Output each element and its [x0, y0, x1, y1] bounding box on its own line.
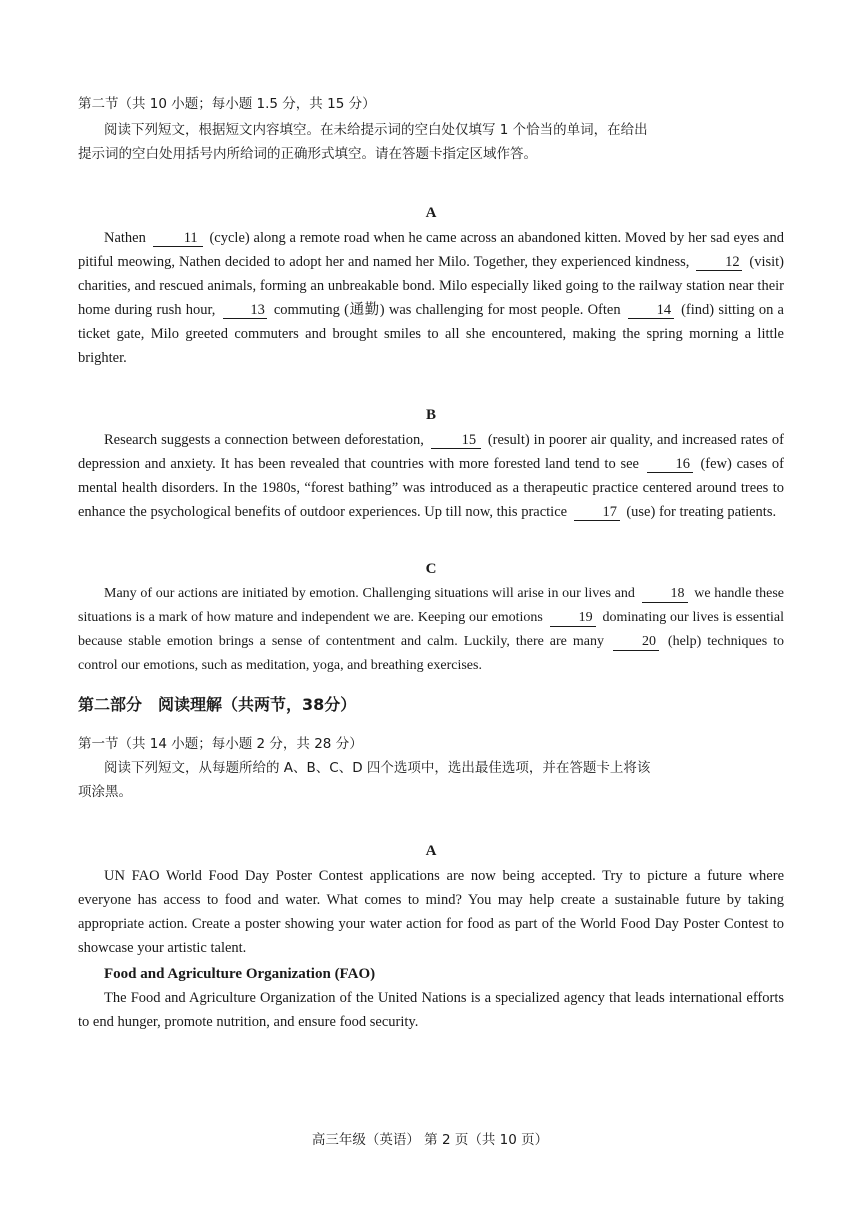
passage-b-text: Research suggests a connection between deforestation, 15 (result) in poorer air quality, and increased rates of depression and anxiety. It has been revealed that countries with more forested land tend to see 16 (few) cases of mental health disorders. In the 1980s, “forest bathing” was introduced as a therapeutic practice centered around trees to enhance the psychological benefits of outdoor experiences. Up till now, this practice 17 (use) for treating patients. — [78, 432, 785, 520]
blank-14: 14 — [628, 302, 674, 319]
section2-instruction-line2: 提示词的空白处用括号内所给词的正确形式填空。请在答题卡指定区域作答。 — [78, 146, 537, 162]
reading-a-intro: UN FAO World Food Day Poster Contest applications are now being accepted. Try to picture a future where everyone has access to food and water. What comes to mind? You may help create a sustainable future by taking appropriate action. Create a poster showing your water action for food as part of the World Food Day Poster Contest to showcase your artistic talent. — [78, 868, 784, 956]
blank-12: 12 — [696, 254, 742, 271]
part2-instruction-line2: 项涂黑。 — [78, 784, 132, 800]
blank-13: 13 — [223, 302, 267, 319]
reading-a-letter: A — [425, 843, 437, 859]
passage-c-letter: C — [425, 561, 437, 577]
fao-subheading: Food and Agriculture Organization (FAO) — [104, 966, 376, 982]
blank-18: 18 — [642, 586, 688, 603]
fao-text: The Food and Agriculture Organization of the United Nations is a specialized agency that leads international efforts to end hunger, promote nutrition, and ensure food security. — [78, 990, 784, 1030]
passage-a-text: Nathen 11 (cycle) along a remote road when he came across an abandoned kitten. Moved by her sad eyes and pitiful meowing, Nathen decided to adopt her and named her Milo. Together, they experienced kindness, 12 (visit) charities, and rescued animals, forming an unbreakable bond. Milo especially liked going to the railway station near their home during rush hour, 13 commuting (通勤) was challenging for most people. Often 14 (find) sitting on a ticket gate, Milo greeted commuters and brought smiles to all she encountered, making the spring morning a little brighter. — [78, 230, 785, 366]
blank-16: 16 — [647, 456, 693, 473]
blank-11: 11 — [153, 230, 203, 247]
part2-title: 第二部分 阅读理解（共两节，38分） — [78, 695, 357, 714]
section2-heading: 第二节（共 10 小题；每小题 1.5 分，共 15 分） — [78, 96, 376, 112]
blank-20: 20 — [613, 634, 659, 651]
part2-section1-heading: 第一节（共 14 小题；每小题 2 分，共 28 分） — [78, 736, 363, 752]
page-footer: 高三年级（英语） 第 2 页（共 10 页） — [311, 1132, 549, 1148]
passage-b-letter: B — [425, 407, 436, 423]
section2-instruction-line1: 阅读下列短文，根据短文内容填空。在未给提示词的空白处仅填写 1 个恰当的单词，在给出 — [104, 122, 648, 138]
page-content — [78, 92, 784, 1034]
passage-a-letter: A — [425, 205, 437, 221]
blank-15: 15 — [431, 432, 481, 449]
blank-19: 19 — [550, 610, 596, 627]
blank-17: 17 — [574, 504, 620, 521]
part2-instruction-line1: 阅读下列短文，从每题所给的 A、B、C、D 四个选项中，选出最佳选项，并在答题卡上将该 — [104, 760, 651, 776]
passage-c-text: Many of our actions are initiated by emotion. Challenging situations will arise in our lives and 18 we handle these situations is a mark of how mature and independent we are. Keeping our emotions 19 dominating our lives is essential because stable emotion brings a sense of contentment and calm. Luckily, there are many 20 (help) techniques to control our emotions, such as meditation, yoga, and breathing exercises. — [78, 586, 785, 673]
